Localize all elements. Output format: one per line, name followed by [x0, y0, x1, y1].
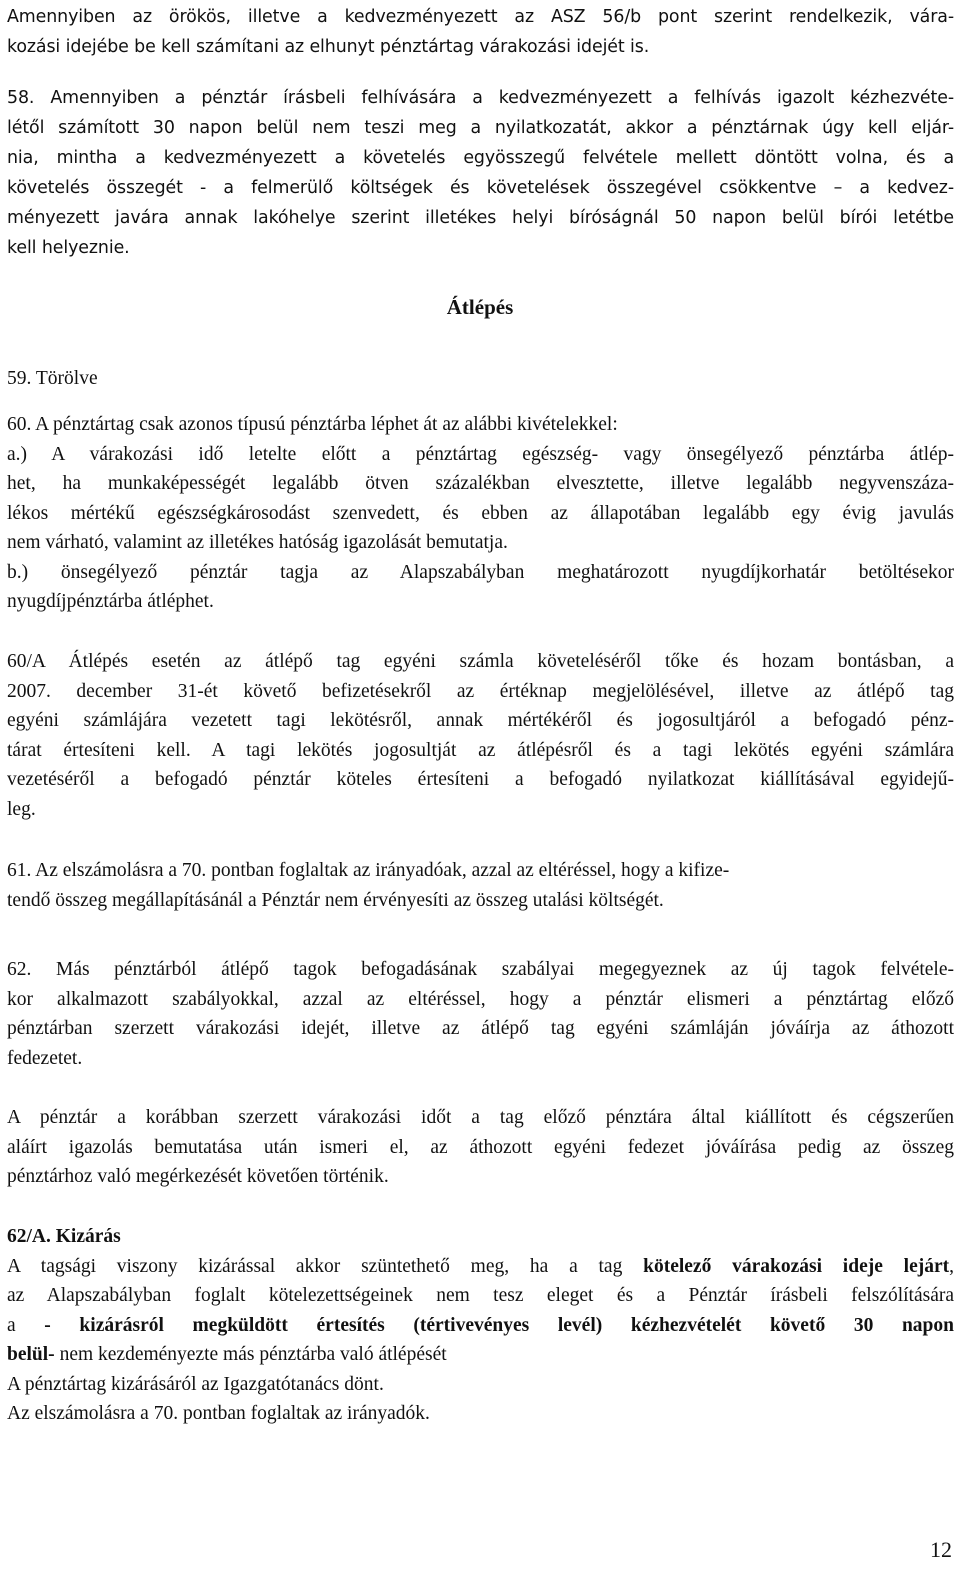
text-line: aláírt igazolás bemutatása után ismeri el, az áthozott egyéni fedezet jóváírása pedig az összeg	[7, 1136, 954, 1158]
text-line: az Alapszabályban foglalt kötelezettségeinek nem tesz eleget és a Pénztár írásbeli felszólítására	[7, 1285, 954, 1306]
text-run: nem kezdeményezte más pénztárba való átlépését	[54, 1344, 447, 1365]
text-line: pénztárhoz való megérkezését követően történik.	[7, 1166, 389, 1187]
text-line: Amennyiben az örökös, illetve a kedvezményezett az ASZ 56/b pont szerint rendelkezik, vára-	[7, 7, 954, 27]
section-62a	[7, 1222, 954, 1429]
text-line: egyéni számlájára vezetett tagi lekötésről, annak mértékéről és jogosultjáról a befogadó pénz-	[7, 710, 954, 731]
section-60a	[7, 647, 954, 824]
text-line: A pénztár a korábban szerzett várakozási időt a tag előző pénztára által kiállított és cégszerűen	[7, 1107, 954, 1128]
text-line: het, ha munkaképességét legalább ötven százalékban elvesztette, illetve legalább negyvenszáza-	[7, 473, 954, 494]
section-60	[7, 410, 954, 617]
text-line: 60/A Átlépés esetén az átlépő tag egyéni számla követeléséről tőke és hozam bontásban, a	[7, 651, 954, 672]
text-line: nyugdíjpénztárba átléphet.	[7, 591, 214, 612]
text-line: leg.	[7, 798, 36, 820]
text-line: A pénztártag kizárásáról az Igazgatótanács dönt.	[7, 1373, 384, 1395]
text-line: kell helyeznie.	[7, 238, 130, 258]
emphasis-text: kötelező várakozási ideje lejárt	[643, 1255, 950, 1277]
text-line: 62. Más pénztárból átlépő tagok befogadásának szabályai megegyeznek az új tagok felvétele-	[7, 959, 954, 980]
text-line: létől számított 30 napon belül nem teszi meg a nyilatkozatát, akkor a pénztárnak úgy kell eljár-	[7, 118, 954, 138]
text-line	[7, 1340, 954, 1370]
text-line: 60. A pénztártag csak azonos típusú pénztárba léphet át az alábbi kivételekkel:	[7, 414, 618, 435]
text-line: 59. Törölve	[7, 368, 98, 389]
section-61	[7, 856, 954, 915]
text-line: Az elszámolásra a 70. pontban foglaltak az irányadók.	[7, 1403, 430, 1424]
text-line: nem várható, valamint az illetékes hatóság igazolását bemutatja.	[7, 532, 508, 553]
text-line: nia, mintha a kedvezményezett a követelés egyösszegű felvétele mellett döntött volna, és a	[7, 148, 954, 168]
emphasis-text: belül-	[7, 1344, 55, 1365]
text-run: a	[7, 1314, 45, 1336]
text-line: 61. Az elszámolásra a 70. pontban foglaltak az irányadóak, azzal az eltéréssel, hogy a kifize-	[7, 860, 730, 881]
text-run: ,	[949, 1255, 954, 1277]
text-line: 2007. december 31-ét követő befizetésekről az értéknap megjelölésével, illetve az átlépő tag	[7, 680, 954, 702]
text-line: vezetéséről a befogadó pénztár köteles értesíteni a befogadó nyilatkozat kiállításával egyidejű-	[7, 769, 954, 790]
text-line: lékos mértékű egészségkárosodást szenvedett, és ebben az állapotában legalább egy évig javulás	[7, 502, 954, 524]
emphasis-text: - kizárásról megküldött értesítés (tértivevényes levél) kézhezvételét követő 30 napon	[44, 1314, 954, 1336]
text-line: kor alkalmazott szabályokkal, azzal az eltéréssel, hogy a pénztár elismeri a pénztártag előző	[7, 988, 954, 1010]
text-line: tendő összeg megállapításánál a Pénztár nem érvényesíti az összeg utalási költségét.	[7, 889, 664, 911]
text-line: ményezett javára annak lakóhelye szerint illetékes helyi bíróságnál 50 napon belül bírói letétbe	[7, 208, 954, 228]
section-title: 62/A. Kizárás	[7, 1226, 121, 1247]
text-line: tárat értesíteni kell. A tagi lekötés jogosultját az átlépésről és a tagi lekötés egyéni számlára	[7, 739, 954, 761]
text-line: b.) önsegélyező pénztár tagja az Alapszabályban meghatározott nyugdíjkorhatár betöltésekor	[7, 561, 954, 583]
text-run: A tagsági viszony kizárással akkor szüntethető meg, ha a tag	[7, 1255, 644, 1277]
section-59	[7, 364, 954, 394]
text-line: 58. Amennyiben a pénztár írásbeli felhívására a kedvezményezett a felhívás igazolt kézhezvéte-	[7, 88, 954, 108]
text-line	[7, 1252, 954, 1282]
text-line: a.) A várakozási idő letelte előtt a pénztártag egészség- vagy önsegélyező pénztárba átlép-	[7, 443, 954, 465]
page-number: 12	[930, 1537, 952, 1562]
text-line: kozási idejébe be kell számítani az elhunyt pénztártag várakozási idejét is.	[7, 37, 650, 57]
text-line	[7, 1311, 954, 1341]
section-57-tail	[7, 2, 954, 62]
section-62	[7, 955, 954, 1073]
text-line: követelés összegét - a felmerülő költségek és követelések összegével csökkentve – a kedvez-	[7, 178, 954, 198]
section-58	[7, 83, 954, 263]
text-line: pénztárban szerzett várakozási idejét, illetve az átlépő tag egyéni számláján jóváírja az áthozott	[7, 1018, 954, 1039]
text-line: fedezetet.	[7, 1047, 83, 1069]
section-62-paragraph-2	[7, 1103, 954, 1192]
section-heading-atlepes: Átlépés	[446, 295, 514, 319]
